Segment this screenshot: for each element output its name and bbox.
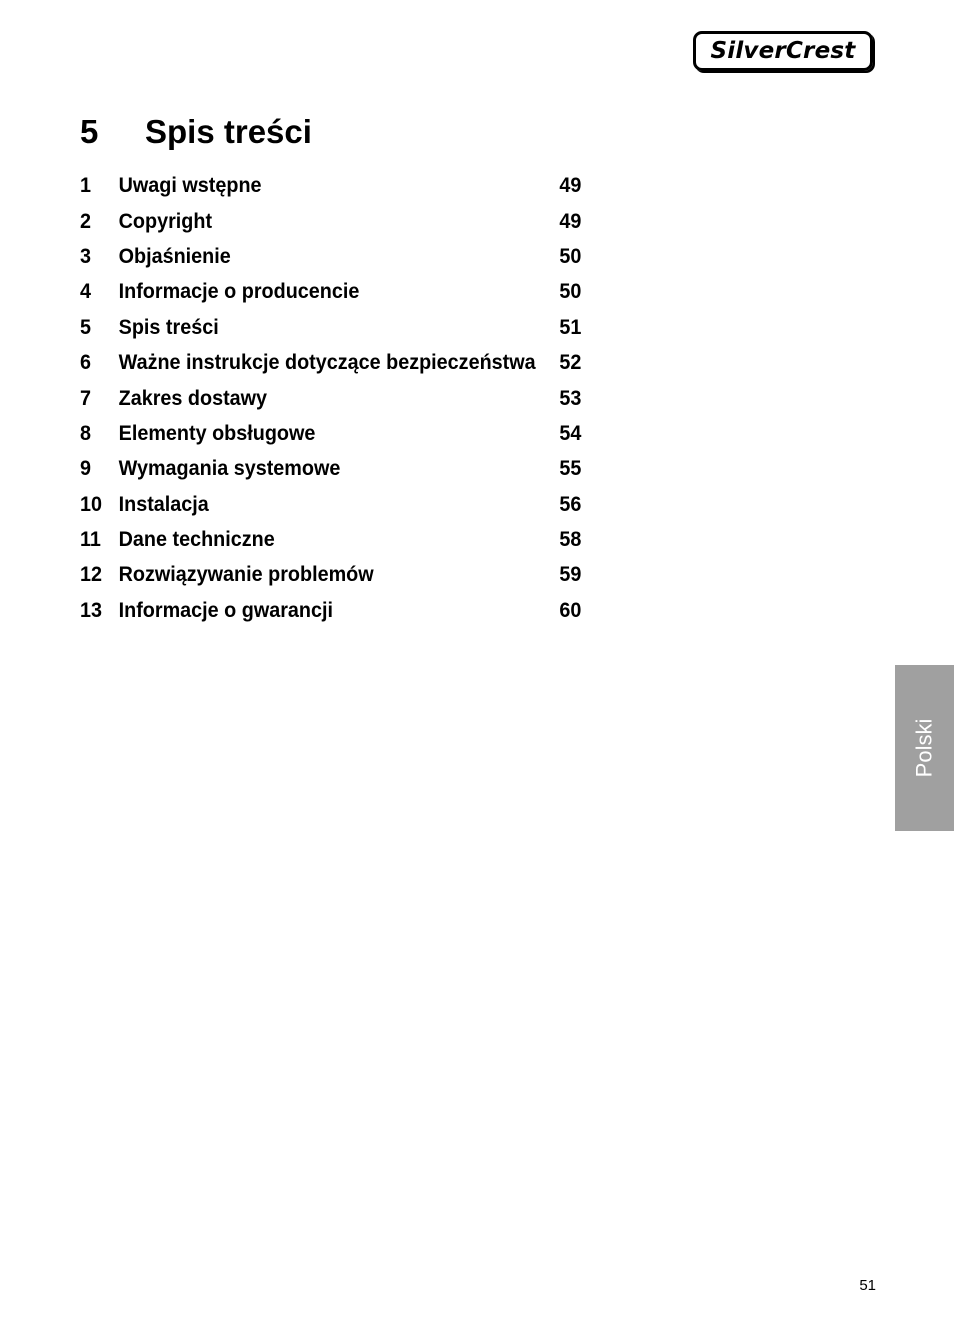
toc-entry-title: Informacje o producencie (118, 279, 360, 304)
toc-entry-number: 5 (80, 314, 92, 339)
toc-entry-number: 3 (80, 243, 92, 268)
toc-entry-title: Copyright (118, 208, 213, 233)
toc-entry (80, 451, 581, 486)
section-title: Spis treści (145, 113, 312, 150)
toc-entry (80, 239, 581, 274)
toc-entry (80, 203, 581, 238)
toc-entry (80, 274, 581, 309)
toc-entry-title: Wymagania systemowe (118, 456, 341, 481)
toc-entry (80, 593, 581, 628)
table-of-contents (80, 168, 625, 628)
section-heading (80, 110, 312, 154)
toc-entry-title: Ważne instrukcje dotyczące bezpieczeństwa (118, 350, 536, 375)
toc-entry-page: 58 (559, 527, 582, 552)
toc-entry-title: Elementy obsługowe (118, 420, 316, 445)
toc-entry-title: Spis treści (118, 314, 219, 339)
toc-entry-title: Zakres dostawy (118, 385, 268, 410)
toc-entry-page: 50 (559, 243, 582, 268)
toc-entry-page: 53 (559, 385, 582, 410)
toc-entry-number: 7 (80, 385, 92, 410)
toc-entry-title: Uwagi wstępne (118, 173, 262, 198)
toc-entry-page: 52 (559, 350, 582, 375)
language-tab (895, 665, 954, 831)
toc-entry-title: Objaśnienie (118, 243, 231, 268)
toc-entry-page: 50 (559, 279, 582, 304)
language-tab-label: Polski (911, 718, 937, 778)
toc-entry (80, 416, 581, 451)
toc-entry (80, 557, 581, 592)
toc-entry-title: Informacje o gwarancji (118, 597, 333, 622)
toc-entry-number: 6 (80, 350, 92, 375)
toc-entry-page: 49 (559, 208, 582, 233)
toc-entry (80, 380, 581, 415)
section-number: 5 (80, 113, 99, 150)
toc-entry-number: 9 (80, 456, 92, 481)
page-number: 51 (859, 1277, 876, 1294)
toc-entry-number: 11 (80, 527, 101, 552)
toc-entry (80, 522, 581, 557)
toc-entry-number: 2 (80, 208, 92, 233)
toc-entry-title: Rozwiązywanie problemów (118, 562, 374, 587)
toc-entry-page: 59 (559, 562, 582, 587)
toc-entry-page: 55 (559, 456, 582, 481)
toc-entry-page: 54 (559, 420, 582, 445)
toc-entry (80, 345, 581, 380)
toc-entry-number: 1 (80, 173, 92, 198)
toc-entry-number: 13 (80, 597, 103, 622)
toc-entry-title: Dane techniczne (118, 527, 275, 552)
toc-entry-page: 60 (559, 597, 582, 622)
toc-entry (80, 310, 581, 345)
toc-entry-number: 12 (80, 562, 103, 587)
toc-entry (80, 487, 581, 522)
toc-entry-page: 49 (559, 173, 582, 198)
toc-entry-number: 8 (80, 420, 92, 445)
toc-entry-page: 51 (559, 314, 582, 339)
silvercrest-logo: SilverCrest (693, 31, 873, 71)
toc-entry (80, 168, 581, 203)
toc-entry-number: 10 (80, 491, 103, 516)
toc-entry-title: Instalacja (118, 491, 209, 516)
toc-entry-number: 4 (80, 279, 92, 304)
toc-entry-page: 56 (559, 491, 582, 516)
